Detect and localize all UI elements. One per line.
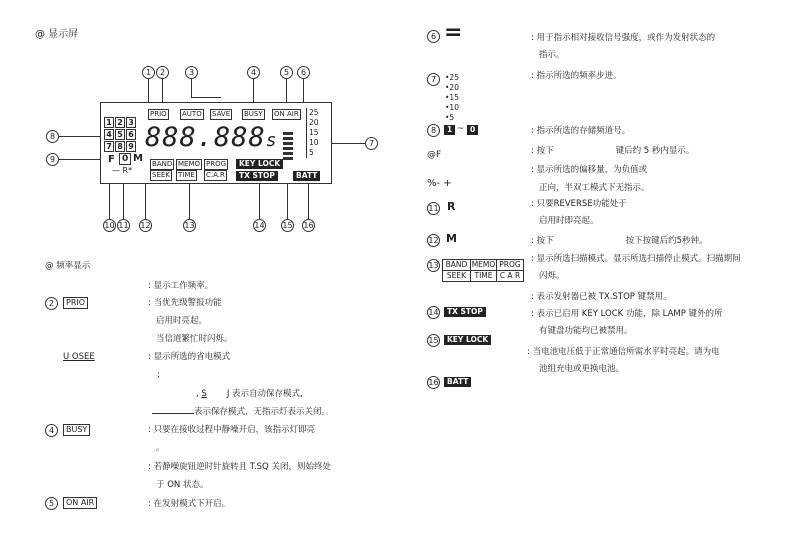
step-value: 25 [309, 108, 319, 117]
entry-number: 14 [428, 308, 439, 317]
callout-5: 5 [280, 66, 293, 79]
callout-10: 10 [104, 221, 115, 230]
keypad-digit: 4 [104, 129, 114, 140]
keypad-digit: 6 [126, 129, 136, 140]
entry-number: 5 [45, 497, 58, 510]
save-indicator: SAVE [212, 110, 231, 118]
tx-stop-indicator: TX STOP [236, 171, 278, 181]
step-value: 20 [309, 118, 319, 127]
entry-line: 启用时即亮起。 [539, 216, 599, 226]
scan-mode-label: BAND [443, 260, 471, 271]
busy-badge: BUSY [63, 424, 90, 436]
entry-line: : 用于指示相对接收信号强度，或作为发射状态的 [531, 33, 716, 43]
entry-line: : 显示工作频率。 [148, 281, 214, 291]
keypad-digit: 8 [115, 141, 125, 152]
callout-14: 14 [254, 221, 265, 230]
entry-number: 6 [427, 30, 440, 43]
frequency-display: 888.888s [145, 122, 278, 153]
callout-7: 7 [365, 137, 378, 150]
keypad-digit: 7 [104, 141, 114, 152]
entry-line: : 若静噪旋钮逆时针旋转且 T.SQ 关闭，则始终处 [148, 462, 331, 472]
channel-keypad [104, 117, 136, 152]
seek-indicator: SEEK [152, 171, 170, 179]
key-lock-badge: KEY LOCK [444, 335, 491, 345]
keypad-digit: 1 [104, 117, 114, 128]
zero-indicator: 0 [119, 153, 131, 165]
prio-badge: PRIO [63, 297, 88, 309]
entry-line: : 显示所选的省电模式 [148, 352, 231, 362]
callout-6: 6 [297, 66, 310, 79]
f-symbol: @F [427, 150, 442, 160]
scan-mode-label: SEEK [443, 271, 471, 281]
callout-12: 12 [140, 221, 151, 230]
entry-number: 12 [428, 236, 439, 245]
key-lock-indicator: KEY LOCK [236, 159, 283, 169]
step-value: 5 [309, 148, 314, 157]
entry-line: ; [157, 370, 160, 380]
reverse-indicator: — R* [112, 166, 133, 175]
entry-line: : 指示所选的存储频道号。 [531, 126, 631, 136]
keypad-digit: 5 [115, 129, 125, 140]
entry-number: 2 [45, 297, 58, 310]
keypad-digit: 2 [115, 117, 125, 128]
callout-13: 13 [184, 221, 195, 230]
entry-number: 13 [428, 261, 439, 270]
callout-9: 9 [46, 153, 59, 166]
entry-line: : 显示所选扫描模式。显示所选扫描停止模式。扫描期间 [531, 254, 741, 264]
callout-4: 4 [247, 66, 260, 79]
m-indicator: M [133, 153, 143, 164]
entry-line: 闪烁。 [539, 271, 565, 281]
callout-2: 2 [156, 66, 169, 79]
entry-line: : 显示所选的偏移量，为负值或 [531, 165, 648, 175]
car-indicator: C.A.R [206, 171, 225, 179]
busy-indicator: BUSY [244, 110, 263, 118]
entry-line: 当信道繁忙时闪烁。 [156, 334, 233, 344]
entry-line: 指示。 [539, 50, 565, 60]
scan-mode-label: C A R [499, 271, 521, 280]
callout-11: 11 [118, 221, 129, 230]
r-symbol: R [447, 200, 456, 213]
scan-mode-label: PROG [497, 260, 523, 271]
entry-line: 池组充电或更换电池。 [539, 364, 625, 374]
entry-number: 11 [428, 204, 439, 213]
callout-3: 3 [185, 66, 198, 79]
signal-meter [283, 132, 293, 160]
step-scale [306, 108, 319, 158]
batt-indicator: BATT [293, 171, 320, 181]
band-indicator: BAND [152, 160, 173, 168]
callout-16: 16 [303, 221, 314, 230]
entry-line: 正向，半双工模式下无指示。 [539, 183, 650, 193]
step-value: •20 [445, 83, 459, 92]
step-value: 10 [309, 138, 319, 147]
lcd-diagram [40, 62, 385, 237]
channel-range-sep: ~ [457, 124, 465, 134]
step-value: 15 [309, 128, 319, 137]
step-value: •5 [445, 113, 455, 122]
entry-line: 有键盘功能均已被禁用。 [539, 326, 633, 336]
entry-number: 7 [427, 73, 440, 86]
entry-line: : 表示已启用 KEY LOCK 功能，除 LAMP 键外的所 [531, 309, 723, 319]
entry-line: : 当电池电压低于正常通信所需水平时亮起。请为电 [527, 347, 720, 357]
entry-line: : 当优先级警报功能 [148, 298, 222, 308]
memo-indicator: MEMO [178, 160, 201, 168]
channel-start-badge: 1 [444, 125, 455, 135]
display-section-title: @ 显示屏 [35, 29, 79, 40]
callout-15: 15 [282, 221, 293, 230]
step-list [445, 73, 459, 123]
batt-badge: BATT [444, 377, 471, 387]
freq-section-title: @ 频率显示 [45, 261, 91, 271]
entry-line: : 按下 键后约 5 秒内显示。 [531, 146, 695, 156]
entry-number: 8 [427, 124, 440, 137]
entry-line: : 按下 按下按键后约5秒钟。 [531, 236, 708, 246]
callout-1: 1 [142, 66, 155, 79]
entry-line: : 只要在接收过程中静噪开启，该指示灯即亮 [148, 425, 316, 435]
scan-mode-grid [442, 259, 524, 282]
prio-indicator: PRIO [150, 110, 167, 118]
channel-end-badge: 0 [467, 125, 478, 135]
entry-line: : 表示发射器已被 TX.STOP 键禁用。 [531, 292, 672, 302]
entry-line: 于 ON 状态。 [156, 480, 209, 490]
time-indicator: TIME [178, 171, 195, 179]
entry-number: 4 [45, 424, 58, 437]
auto-save-label: U OSEE [63, 352, 95, 362]
entry-line: : 在发射模式下开启。 [148, 499, 231, 509]
entry-line: , S J 表示自动保存模式, [196, 389, 303, 399]
entry-line: : 只要REVERSE功能处于 [531, 199, 627, 209]
keypad-digit: 3 [126, 117, 136, 128]
entry-line: 启用时亮起。 [156, 316, 208, 326]
entry-line: : 指示所选的频率步进。 [531, 71, 622, 81]
offset-symbol: %- + [427, 178, 452, 189]
step-value: •10 [445, 103, 459, 112]
m-symbol: M [446, 232, 457, 245]
callout-8: 8 [46, 130, 59, 143]
entry-line: 表示保存模式，无指示灯表示关闭。 [152, 407, 330, 418]
tx-stop-badge: TX STOP [444, 307, 486, 317]
scan-mode-label: MEMO [471, 260, 496, 269]
auto-indicator: AUTO [182, 110, 202, 118]
scan-mode-label: TIME [471, 271, 497, 281]
prog-indicator: PROG [206, 160, 227, 168]
f-indicator: F [108, 154, 115, 165]
keypad-digit: 9 [126, 141, 136, 152]
signal-bar-icon: = [444, 20, 463, 45]
on-air-badge: ON AIR [63, 497, 97, 509]
step-value: •25 [445, 73, 459, 82]
step-value: •15 [445, 93, 459, 102]
entry-number: 16 [428, 378, 439, 387]
entry-number: 15 [428, 336, 439, 345]
on-air-indicator: ON AIR [274, 110, 299, 118]
entry-line: 。 [156, 443, 165, 453]
